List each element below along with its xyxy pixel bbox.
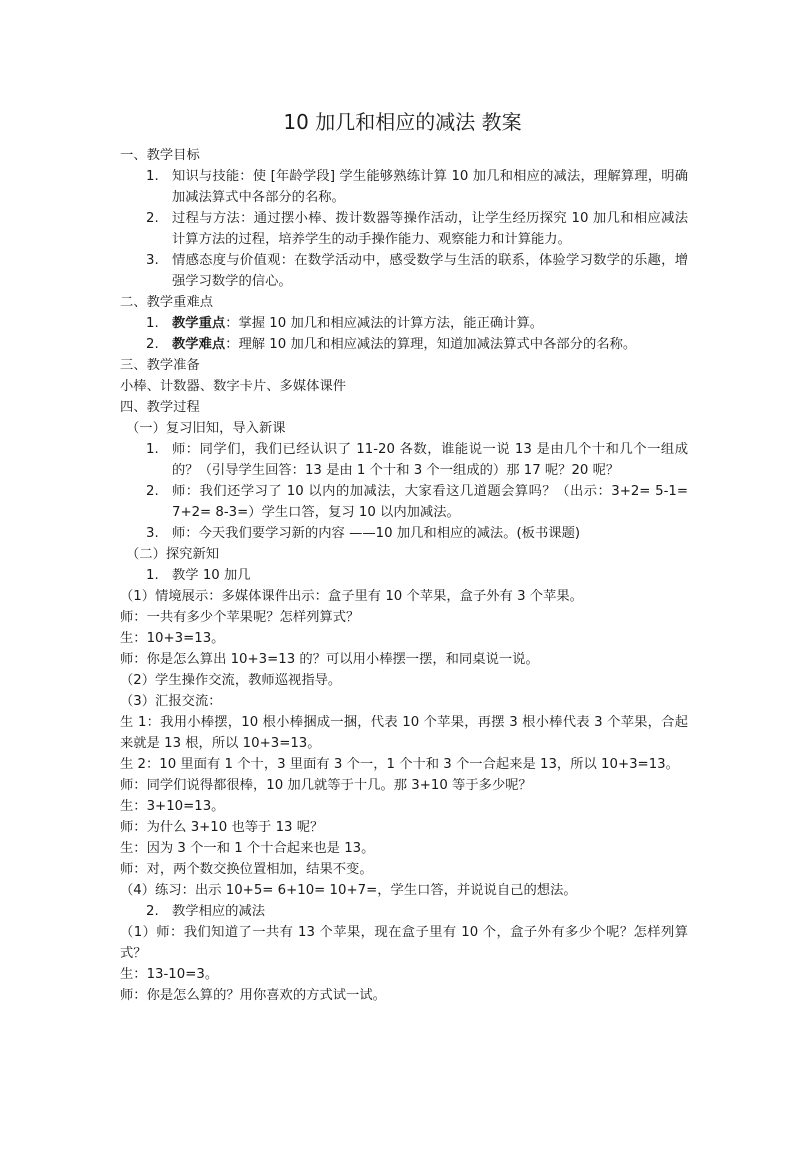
dialog-line: 生：10+3=13。 (120, 631, 225, 646)
list-item (120, 523, 688, 544)
list-text: ：理解 10 加几和相应减法的算理，知道加减法算式中各部分的名称。 (225, 337, 637, 352)
list-number: 3. (146, 526, 159, 541)
dialog-line: 生 1：我用小棒摆，10 根小棒捆成一捆，代表 10 个苹果，再摆 3 根小棒代表 3 个苹果，合起来就是 13 根，所以 10+3=13。 (120, 715, 688, 751)
list-text: 师：同学们，我们已经认识了 11-20 各数，谁能说一说 13 是由几个十和几个一组成的？（引导学生回答：13 是由 1 个十和 3 个一组成的）那 17 呢？20 呢？ (172, 442, 688, 478)
list-text: 教学相应的减法 (172, 904, 266, 919)
list-item (120, 208, 688, 250)
list-text: 过程与方法：通过摆小棒、拨计数器等操作活动，让学生经历探究 10 加几和相应减法计算方法的过程，培养学生的动手操作能力、观察能力和计算能力。 (172, 211, 688, 247)
list-item (120, 439, 688, 481)
list-text: 师：我们还学习了 10 以内的加减法，大家看这几道题会算吗？（出示：3+2= 5-1= 7+2= 8-3=）学生口答，复习 10 以内加减法。 (172, 484, 688, 520)
list-item (120, 166, 688, 208)
dialog-line: 师：对，两个数交换位置相加，结果不变。 (120, 862, 373, 877)
dialog-line: 师：你是怎么算出 10+3=13 的？可以用小棒摆一摆，和同桌说一说。 (120, 652, 539, 667)
dialog-line: 师：为什么 3+10 也等于 13 呢？ (120, 820, 324, 835)
list-text: ：掌握 10 加几和相应减法的计算方法，能正确计算。 (225, 316, 544, 331)
list-item (120, 481, 688, 523)
subsection-heading-review: （一）复习旧知，导入新课 (126, 421, 286, 436)
list-number: 1. (146, 316, 159, 331)
dialog-line: （3）汇报交流： (120, 694, 222, 709)
document-title: 10 加几和相应的减法 教案 (283, 110, 522, 134)
dialog-line: 师：你是怎么算的？用你喜欢的方式试一试。 (120, 988, 386, 1003)
section-heading-preparation: 三、教学准备 (120, 358, 200, 373)
section-heading-key-points: 二、教学重难点 (120, 295, 214, 310)
dialog-line: 生：13-10=3。 (120, 967, 219, 982)
section-heading-process: 四、教学过程 (120, 400, 200, 415)
list-number: 2. (146, 904, 159, 919)
list-text: 知识与技能：使 [年龄学段] 学生能够熟练计算 10 加几和相应的减法，理解算理，明确加减法算式中各部分的名称。 (172, 169, 688, 205)
dialog-line: （1）师：我们知道了一共有 13 个苹果，现在盒子里有 10 个，盒子外有多少个呢？怎样列算式？ (120, 925, 688, 961)
list-number: 2. (146, 211, 159, 226)
dialog-line: 生：3+10=13。 (120, 799, 225, 814)
subsection-heading-explore: （二）探究新知 (126, 547, 220, 562)
document-body (120, 145, 688, 1006)
list-label: 教学难点 (172, 337, 226, 352)
list-number: 1. (146, 169, 159, 184)
dialog-line: 师：一共有多少个苹果呢？怎样列算式？ (120, 610, 360, 625)
list-number: 2. (146, 484, 159, 499)
list-number: 3. (146, 253, 159, 268)
dialog-line: 生 2：10 里面有 1 个十，3 里面有 3 个一，1 个十和 3 个一合起来是 13，所以 10+3=13。 (120, 757, 679, 772)
dialog-line: 生：因为 3 个一和 1 个十合起来也是 13。 (120, 841, 375, 856)
list-text: 师：今天我们要学习新的内容 ——10 加几和相应的减法。(板书课题) (172, 526, 581, 541)
section-heading-objectives: 一、教学目标 (120, 148, 200, 163)
list-item (120, 334, 688, 355)
list-label: 教学重点 (172, 316, 226, 331)
sub-heading-ten-plus (120, 565, 688, 586)
list-item (120, 250, 688, 292)
preparation-text: 小棒、计数器、数字卡片、多媒体课件 (120, 379, 347, 394)
list-number: 1. (146, 568, 159, 583)
list-number: 1. (146, 442, 159, 457)
list-number: 2. (146, 337, 159, 352)
sub-heading-subtraction (120, 901, 688, 922)
dialog-line: （1）情境展示：多媒体课件出示：盒子里有 10 个苹果，盒子外有 3 个苹果。 (120, 589, 583, 604)
list-item (120, 313, 688, 334)
dialog-line: （2）学生操作交流，教师巡视指导。 (120, 673, 342, 688)
dialog-line: （4）练习：出示 10+5= 6+10= 10+7=，学生口答，并说说自己的想法。 (120, 883, 577, 898)
dialog-line: 师：同学们说得都很棒，10 加几就等于十几。那 3+10 等于多少呢？ (120, 778, 532, 793)
list-text: 情感态度与价值观：在数学活动中，感受数学与生活的联系，体验学习数学的乐趣，增强学习数学的信心。 (172, 253, 688, 289)
list-text: 教学 10 加几 (172, 568, 251, 583)
